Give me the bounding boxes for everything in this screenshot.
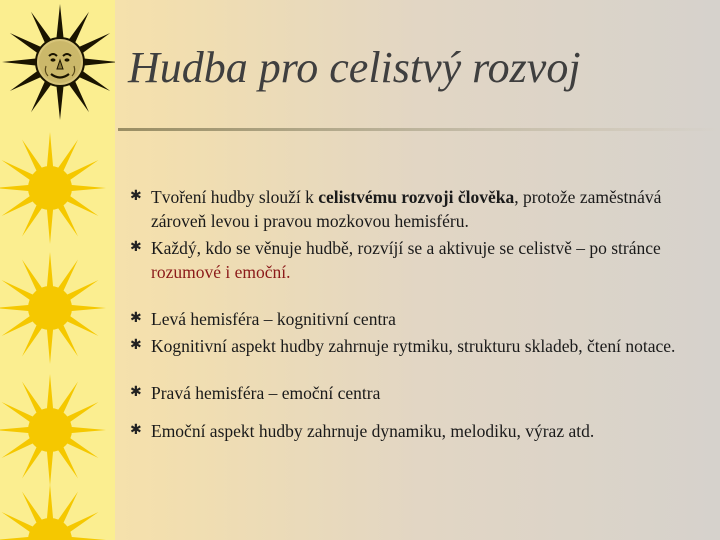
sun-ray (0, 427, 32, 434)
title-divider (118, 128, 720, 131)
list-item (130, 236, 700, 284)
asterisk-bullet-icon: ✱ (130, 189, 142, 204)
bullet-text: Emoční aspekt hudby zahrnuje dynamiku, melodiku, výraz atd. (151, 421, 595, 441)
bullet-text: Tvoření hudby slouží k (151, 187, 319, 207)
list-item (130, 381, 700, 405)
sun-ray (56, 4, 64, 42)
sun-ray (56, 82, 64, 120)
sun-icon (0, 238, 115, 378)
bullet-list (130, 185, 700, 443)
bullet-text: Každý, kdo se věnuje hudbě, rozvíjí se a aktivuje se celistvě – po stránce (151, 238, 661, 258)
bullet-text: Levá hemisféra – kognitivní centra (151, 309, 396, 329)
decorative-sidebar (0, 0, 115, 540)
sun-icon (0, 470, 115, 540)
sun-ray (0, 537, 32, 540)
sun-ray (47, 484, 54, 522)
sun-ray (47, 374, 54, 412)
asterisk-bullet-icon: ✱ (130, 240, 142, 255)
bullet-red-emphasis: rozumové i emoční. (151, 262, 291, 282)
list-item (130, 419, 700, 443)
bullet-text: Pravá hemisféra – emoční centra (151, 383, 381, 403)
asterisk-bullet-icon: ✱ (130, 423, 142, 438)
list-item (130, 334, 700, 358)
sun-ray (0, 185, 32, 192)
sun-ray (0, 305, 32, 312)
sun-ray (68, 185, 106, 192)
list-item (130, 185, 700, 233)
page-title: Hudba pro celistvý rozvoj (128, 43, 581, 92)
list-item (130, 307, 700, 331)
bullet-text: , protože zaměstnává zároveň levou i pravou mozkovou hemisféru. (151, 187, 662, 231)
sun-ray (2, 58, 40, 66)
sun-ray (68, 427, 106, 434)
asterisk-bullet-icon: ✱ (130, 385, 142, 400)
sun-ray (47, 132, 54, 170)
bullet-emphasis: celistvému rozvoji člověka (318, 187, 515, 207)
sun-ray (47, 252, 54, 290)
bullet-text: Kognitivní aspekt hudby zahrnuje rytmiku, strukturu skladeb, čtení notace. (151, 336, 676, 356)
asterisk-bullet-icon: ✱ (130, 338, 142, 353)
sun-ray (68, 537, 106, 540)
sun-ray (47, 326, 54, 364)
sun-face-icon (0, 0, 115, 125)
sun-ray (68, 305, 106, 312)
asterisk-bullet-icon: ✱ (130, 311, 142, 326)
sun-icon (0, 118, 115, 258)
